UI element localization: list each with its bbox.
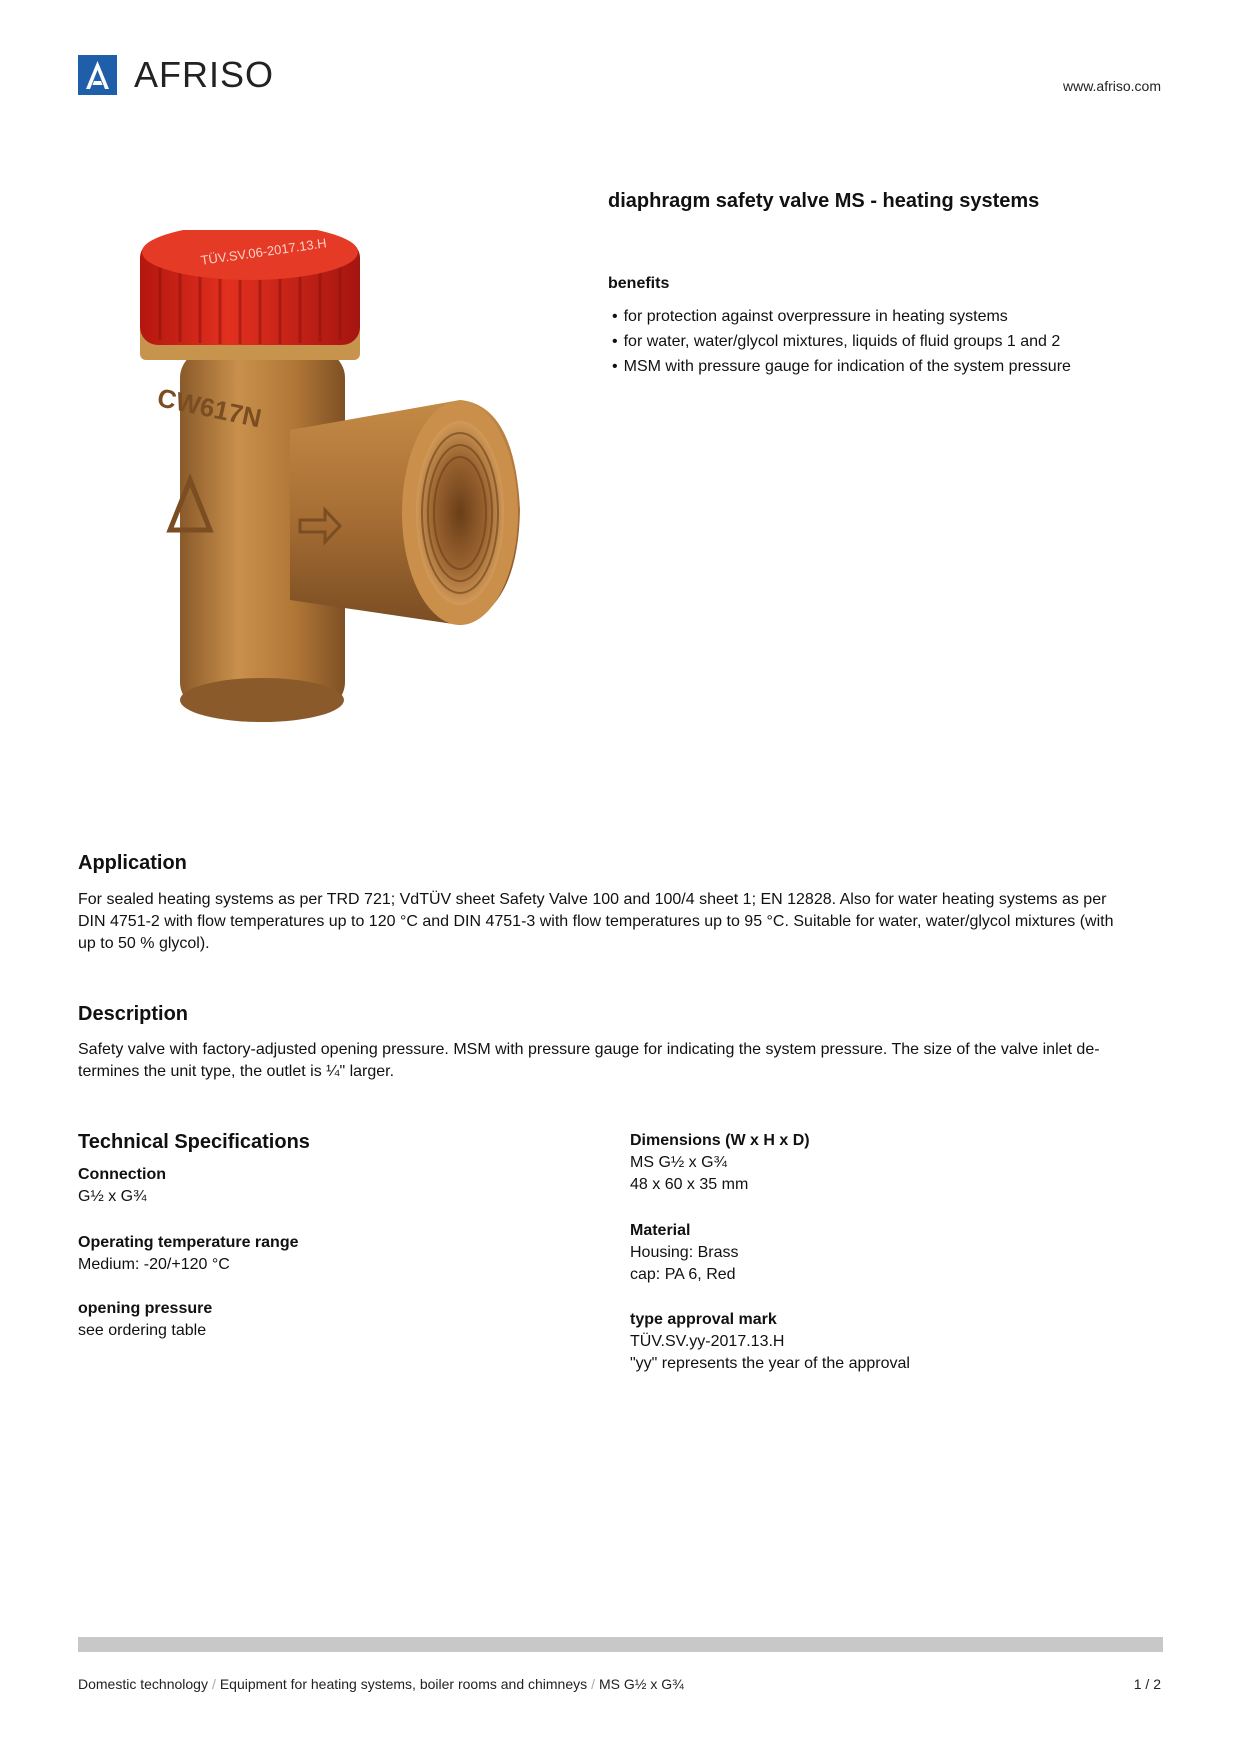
- application-heading: Application: [78, 852, 187, 874]
- benefits-heading: benefits: [608, 275, 670, 292]
- brand-logo: [78, 55, 274, 95]
- breadcrumb-separator: /: [211, 1676, 216, 1692]
- breadcrumb-item[interactable]: Domestic technology: [78, 1676, 208, 1692]
- breadcrumb-separator: /: [591, 1676, 596, 1692]
- spec-operating-temperature: Operating temperature range Medium: -20/+120 °C: [78, 1234, 299, 1273]
- cap-marking: TÜV.SV.06-2017.13.H: [199, 235, 328, 268]
- application-text: For sealed heating systems as per TRD 721; VdTÜV sheet Safety Valve 100 and 100/4 sheet 1; EN 12828. Also for water heating systems as per DIN 4751-2 with flow temperatures up to 120 °C and DIN 4751-3 with flow temperatures up to 95 °C. Suitable for water, water/glycol mixtures (with up to 50 % glycol).: [78, 891, 1114, 952]
- benefit-item: • for water, water/glycol mixtures, liquids of fluid groups 1 and 2: [612, 329, 1071, 354]
- brand-name: AFRISO: [134, 54, 275, 95]
- benefits-list: [612, 304, 1071, 379]
- description-heading: Description: [78, 1003, 189, 1025]
- website-link[interactable]: www.afriso.com: [1062, 78, 1161, 94]
- benefit-item: • for protection against overpressure in heating systems: [612, 304, 1071, 329]
- spec-dimensions: Dimensions (W x H x D) MS G½ x G¾ 48 x 60 x 35 mm: [630, 1132, 810, 1193]
- benefit-item: • MSM with pressure gauge for indication of the system pressure: [612, 354, 1071, 379]
- tech-specs-heading: Technical Specifications: [78, 1131, 310, 1153]
- spec-opening-pressure: opening pressure see ordering table: [78, 1300, 213, 1339]
- description-text: Safety valve with factory-adjusted opening pressure. MSM with pressure gauge for indicating the system pressure. The size of the valve inlet de- termines the unit type, the outlet is ¼" larger.: [78, 1041, 1100, 1080]
- spec-connection: Connection G½ x G¾: [78, 1166, 166, 1205]
- spec-type-approval: type approval mark TÜV.SV.yy-2017.13.H "yy" represents the year of the approval: [630, 1311, 910, 1372]
- page-number: 1 / 2: [1133, 1676, 1161, 1692]
- breadcrumb-item[interactable]: Equipment for heating systems, boiler rooms and chimneys: [219, 1676, 588, 1692]
- product-image: [140, 230, 560, 750]
- afriso-logo-icon: [78, 55, 117, 95]
- spec-material: Material Housing: Brass cap: PA 6, Red: [630, 1222, 739, 1283]
- breadcrumb: [78, 1676, 684, 1692]
- svg-text:CW617N: CW617N: [154, 382, 265, 434]
- breadcrumb-item[interactable]: MS G½ x G¾: [599, 1676, 684, 1692]
- footer-divider: [78, 1637, 1163, 1652]
- product-title: diaphragm safety valve MS - heating systems: [608, 190, 1040, 212]
